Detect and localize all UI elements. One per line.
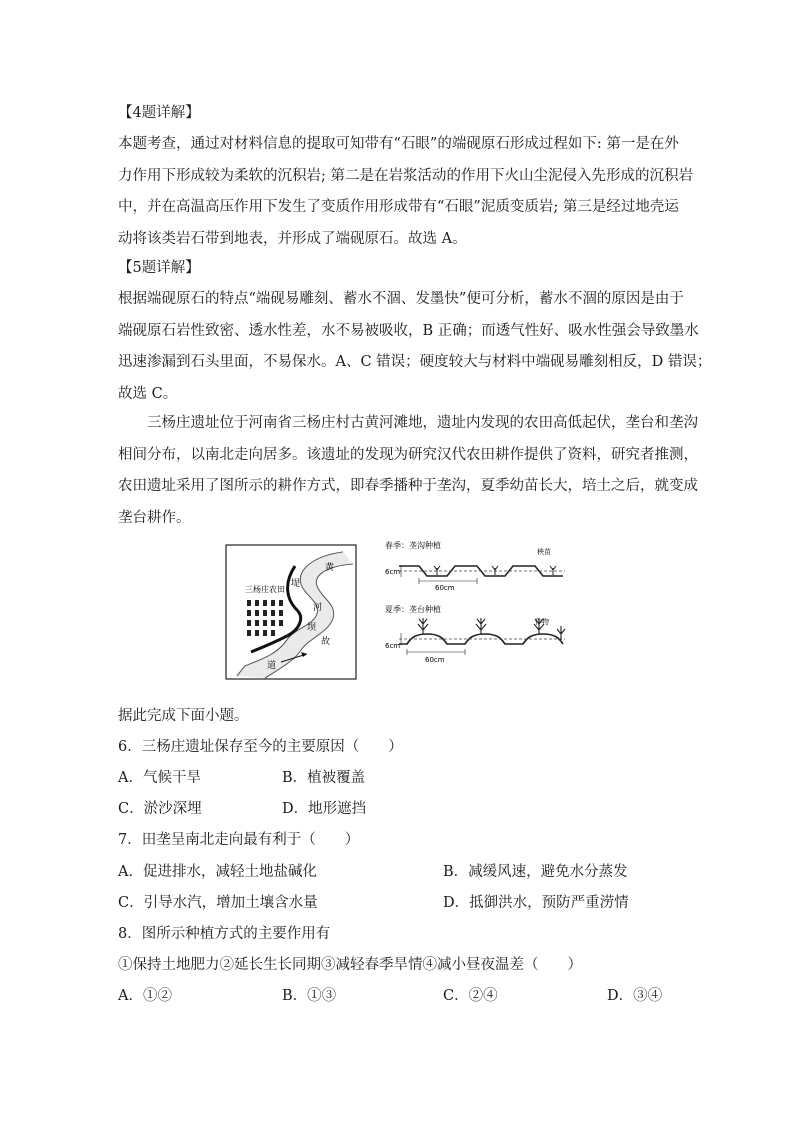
farming-figure — [225, 540, 575, 690]
section4-line: 本题考查，通过对材料信息的提取可知带有“石眼”的端砚原石形成过程如下: 第一是在外 — [118, 136, 679, 152]
seedling-label: 秧苗 — [537, 548, 551, 556]
river-char: 黄 — [325, 563, 335, 573]
river-char: 故 — [321, 637, 331, 647]
spring-height-label: 6cm — [385, 568, 401, 576]
question-7-option-c: C．引导水汽，增加土壤含水量 — [118, 895, 318, 911]
section5-line: 端砚原石岩性致密、透水性差，水不易被吸收，B 正确；而透气性好、吸水性强会导致墨水 — [118, 322, 699, 339]
dike-char: 坝 — [307, 623, 317, 633]
section4-line: 力作用下形成较为柔软的沉积岩; 第二是在岩浆活动的作用下火山尘泥侵入先形成的沉积岩 — [118, 167, 693, 184]
material-line: 相间分布，以南北走向居多。该遗址的发现为研究汉代农田耕作提供了资料，研究者推测， — [118, 446, 698, 463]
section5-line: 故选 C。 — [118, 385, 178, 402]
farm-label: 三杨庄农田 — [245, 585, 285, 594]
ridge-profiles — [385, 540, 585, 686]
prompt-text: 据此完成下面小题。 — [118, 708, 249, 724]
material-line: 农田遗址采用了图所示的耕作方式，即春季播种于垄沟，夏季幼苗长大，培土之后，就变成 — [118, 478, 698, 494]
material-line: 垄台耕作。 — [118, 509, 191, 526]
spring-title: 春季：垄沟种植 — [385, 541, 441, 550]
question-7-option-d: D．抵御洪水，预防严重涝情 — [443, 895, 629, 911]
summer-width-label: 60cm — [425, 656, 445, 664]
section5-body — [118, 289, 712, 415]
question-8-option-d: D．③④ — [607, 988, 663, 1004]
section4-line: 中，并在高温高压作用下发生了变质作用形成带有“石眼”泥质变质岩; 第三是经过地壳运 — [118, 199, 679, 215]
section4-heading: 【4题详解】 — [118, 105, 200, 121]
question-8-stem: 8．图所示种植方式的主要作用有 — [118, 926, 331, 942]
question-7-option-b: B．减缓风速，避免水分蒸发 — [443, 864, 628, 880]
question-6-stem: 6．三杨庄遗址保存至今的主要原因（ ） — [118, 739, 403, 755]
question-7-stem: 7．田垄呈南北走向最有利于（ ） — [118, 832, 360, 848]
question-7-option-a: A．促进排水，减轻土地盐碱化 — [118, 864, 317, 880]
question-6-option-c: C．淤沙深埋 — [118, 801, 202, 817]
crop-label: 作物 — [535, 618, 549, 626]
question-8-option-a: A．①② — [118, 988, 172, 1004]
question-6-option-a: A．气候干旱 — [118, 770, 201, 786]
material-line: 三杨庄遗址位于河南省三杨庄村古黄河滩地，遗址内发现的农田高低起伏，垄台和垄沟 — [147, 415, 698, 431]
section5-line: 根据端砚原石的特点“端砚易雕刻、蓄水不涸、发墨快”便可分析，蓄水不涸的原因是由于 — [118, 291, 684, 307]
summer-title: 夏季：垄台种植 — [385, 605, 441, 614]
question-6-option-d: D．地形遮挡 — [282, 801, 367, 817]
sanyangzhuang-map — [225, 544, 357, 680]
section4-line: 动将该类岩石带到地表，并形成了端砚原石。故选 A。 — [118, 230, 467, 247]
material-paragraph — [118, 413, 698, 539]
spring-width-label: 60cm — [435, 584, 455, 592]
river-char: 河 — [313, 603, 323, 613]
section5-heading: 【5题详解】 — [118, 260, 200, 276]
question-6-option-b: B．植被覆盖 — [282, 770, 366, 786]
question-8-option-c: C．②④ — [443, 988, 498, 1004]
question-8-statements: ①保持土地肥力②延长生长同期③减轻春季旱情④减小昼夜温差（ ） — [118, 957, 582, 973]
question-8-option-b: B．①③ — [282, 988, 337, 1004]
river-char: 道 — [267, 661, 277, 671]
summer-height-label: 6cm — [385, 642, 401, 650]
dike-char: 堤 — [291, 579, 301, 589]
section5-line: 迅速渗漏到石头里面，不易保水。A、C 错误；硬度较大与材料中端砚易雕刻相反，D 错误； — [118, 354, 712, 370]
section4-body — [118, 134, 693, 260]
